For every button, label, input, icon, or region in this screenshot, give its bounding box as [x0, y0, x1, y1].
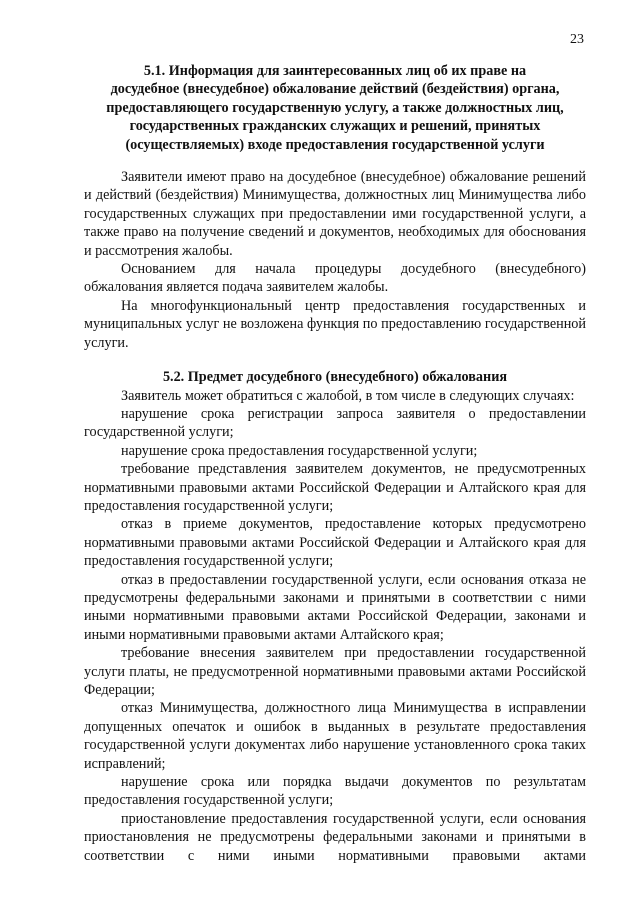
list-item-service-deadline-violation: нарушение срока предоставления государственной услуги; — [121, 442, 478, 459]
list-item-document-refusal: отказ в приеме документов, предоставление которых предусмотрено нормативными правовыми актами Российской Федерации и Алтайского края для предоставления государственной услуги; — [84, 516, 586, 570]
page-number: 23 — [570, 32, 584, 47]
list-item-suspension: приостановление предоставления государственной услуги, если основания приостановления не предусмотрены федеральными законами и принятыми в соответствии с ними иными нормативными правовыми актами — [84, 810, 586, 864]
list-item-correction-refusal: отказ Минимущества, должностного лица Минимущества в исправлении допущенных опечаток и ошибок в выданных в результате предоставления государственной услуги документах либо нарушение установленного срока таких исправлений; — [84, 700, 586, 772]
heading-line: государственных гражданских служащих и решений, принятых — [129, 118, 541, 135]
list-item-issuance-violation: нарушение срока или порядка выдачи документов по результатам предоставления государственной услуги; — [84, 774, 586, 809]
paragraph-basis-for-procedure: Основанием для начала процедуры досудебного (внесудебного) обжалования является подача заявителем жалобы. — [84, 261, 586, 296]
heading-line: досудебное (внесудебное) обжалование действий (бездействия) органа, — [110, 81, 560, 98]
section-5-2-heading: 5.2. Предмет досудебного (внесудебного) обжалования — [162, 369, 508, 386]
paragraph-mfc-note: На многофункциональный центр предоставления государственных и муниципальных услуг не возложена функция по предоставлению государственной услуги. — [84, 297, 586, 351]
list-item-fee-demand: требование внесения заявителем при предоставлении государственной услуги платы, не предусмотренной нормативными правовыми актами Российской Федерации; — [84, 645, 586, 698]
document-body — [84, 62, 586, 865]
paragraph-right-to-appeal: Заявители имеют право на досудебное (внесудебное) обжалование решений и действий (бездействия) Минимущества, должностных лиц Минимущества либо государственных служащих при предоставлении ими государственной услуги, а также право на получение сведений и документов, необходимых для обоснования и рассмотрения жалобы. — [84, 169, 586, 259]
heading-line: (осуществляемых) входе предоставления государственной услуги — [125, 136, 545, 153]
section-5-1-heading — [84, 62, 586, 154]
heading-line: предоставляющего государственную услугу, а также должностных лиц, — [106, 99, 564, 116]
paragraph-cases-intro: Заявитель может обратиться с жалобой, в том числе в следующих случаях: — [121, 387, 575, 404]
list-item-extra-documents-demand: требование представления заявителем документов, не предусмотренных нормативными правовыми актами Российской Федерации и Алтайского края для предоставления государственной услуги; — [84, 461, 586, 514]
heading-line: 5.1. Информация для заинтересованных лиц об их праве на — [143, 63, 527, 79]
list-item-service-refusal: отказ в предоставлении государственной услуги, если основания отказа не предусмотрены федеральными законами и принятыми в соответствии с ними иными нормативными правовыми актами Российской Федерации, законами и иными нормативными правовыми актами Алтайского края; — [84, 571, 586, 643]
list-item-registration-violation: нарушение срока регистрации запроса заявителя о предоставлении государственной услуги; — [84, 405, 586, 441]
